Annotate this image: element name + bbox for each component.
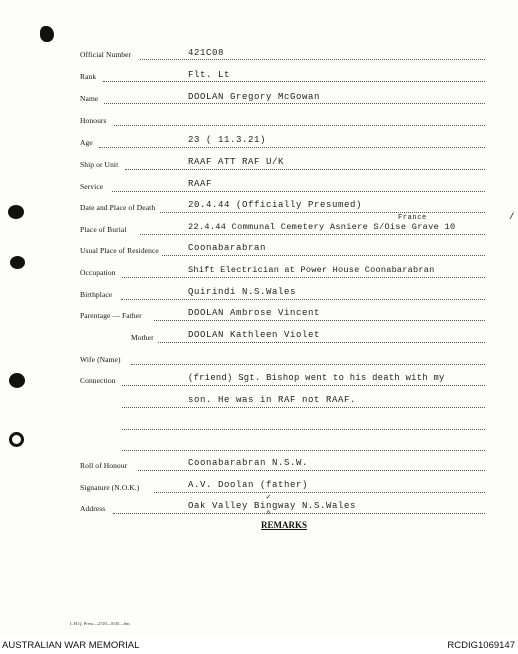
parentage-father-label: Parentage — Father: [80, 311, 142, 320]
mother-label: Mother: [131, 333, 154, 342]
connection-label: Connection: [80, 376, 116, 385]
caret-mark: ^: [266, 510, 271, 519]
field-rule: [112, 191, 485, 192]
field-rule: [125, 169, 485, 170]
field-rule: [162, 255, 485, 256]
wife-label: Wife (Name): [80, 355, 121, 364]
field-rule: [121, 299, 485, 300]
place-burial-insert: France: [398, 214, 427, 222]
remarks-heading: REMARKS: [261, 520, 308, 530]
ship-or-unit-value: RAAF ATT RAF U/K: [188, 157, 285, 167]
signature-value: A.V. Doolan (father): [188, 480, 309, 490]
connection-line-2: son. He was in RAF not RAAF.: [188, 395, 357, 405]
age-value: 23 ( 11.3.21): [188, 135, 267, 145]
rank-value: Flt. Lt: [188, 70, 231, 80]
field-rule: [122, 385, 485, 386]
parentage-father-value: DOOLAN Ambrose Vincent: [188, 308, 321, 318]
field-rule: [154, 492, 485, 493]
record-reference: RCDIG1069147: [447, 640, 515, 651]
ship-or-unit-label: Ship or Unit: [80, 160, 119, 169]
occupation-label: Occupation: [80, 268, 116, 277]
address-label: Address: [80, 504, 106, 513]
address-value: Oak Valley Bingway N.S.Wales: [188, 501, 357, 511]
field-rule: [160, 212, 485, 213]
roll-of-honour-value: Coonabarabran N.S.W.: [188, 458, 309, 468]
printer-imprint: L.H.Q. Press—2720—8/45—6m.: [70, 621, 131, 626]
occupation-value: Shift Electrician at Power House Coonabarabran: [188, 265, 435, 275]
service-value: RAAF: [188, 179, 213, 189]
rank-label: Rank: [80, 72, 97, 81]
field-rule: [122, 450, 485, 451]
official-number-value: 421C08: [188, 48, 225, 58]
place-burial-label: Place of Burial: [80, 225, 127, 234]
usual-residence-value: Coonabarabran: [188, 243, 267, 253]
archive-footer: [0, 637, 518, 654]
field-rule: [122, 407, 485, 408]
field-rule: [113, 513, 485, 514]
check-mark: ✓: [266, 493, 271, 502]
service-label: Service: [80, 182, 104, 191]
name-label: Name: [80, 94, 99, 103]
connection-line-1: (friend) Sgt. Bishop went to his death with my: [188, 373, 445, 383]
margin-tick-mark: /: [509, 212, 515, 222]
birthplace-label: Birthplace: [80, 290, 113, 299]
field-rule: [114, 125, 485, 126]
field-rule: [104, 103, 485, 104]
field-rule: [122, 277, 485, 278]
roll-of-honour-label: Roll of Honour: [80, 461, 128, 470]
place-burial-value: 22.4.44 Communal Cemetery Asniere S/Oise Grave 10: [188, 222, 456, 232]
date-place-death-label: Date and Place of Death: [80, 203, 156, 212]
field-rule: [103, 81, 485, 82]
field-rule: [140, 59, 485, 60]
field-rule: [158, 342, 485, 343]
field-rule: [99, 147, 485, 148]
field-rule: [140, 234, 485, 235]
archive-name: AUSTRALIAN WAR MEMORIAL: [2, 640, 140, 651]
official-number-label: Official Number: [80, 50, 132, 59]
name-value: DOOLAN Gregory McGowan: [188, 92, 321, 102]
date-place-death-value: 20.4.44 (Officially Presumed): [188, 200, 363, 210]
age-label: Age: [80, 138, 93, 147]
mother-value: DOOLAN Kathleen Violet: [188, 330, 321, 340]
field-rule: [131, 364, 485, 365]
honours-label: Honours: [80, 116, 107, 125]
field-rule: [154, 320, 485, 321]
usual-residence-label: Usual Place of Residence: [80, 246, 159, 255]
punch-hole-mark: [40, 26, 54, 42]
field-rule: [138, 470, 485, 471]
signature-label: Signature (N.O.K.): [80, 483, 140, 492]
birthplace-value: Quirindi N.S.Wales: [188, 287, 297, 297]
field-rule: [122, 429, 485, 430]
